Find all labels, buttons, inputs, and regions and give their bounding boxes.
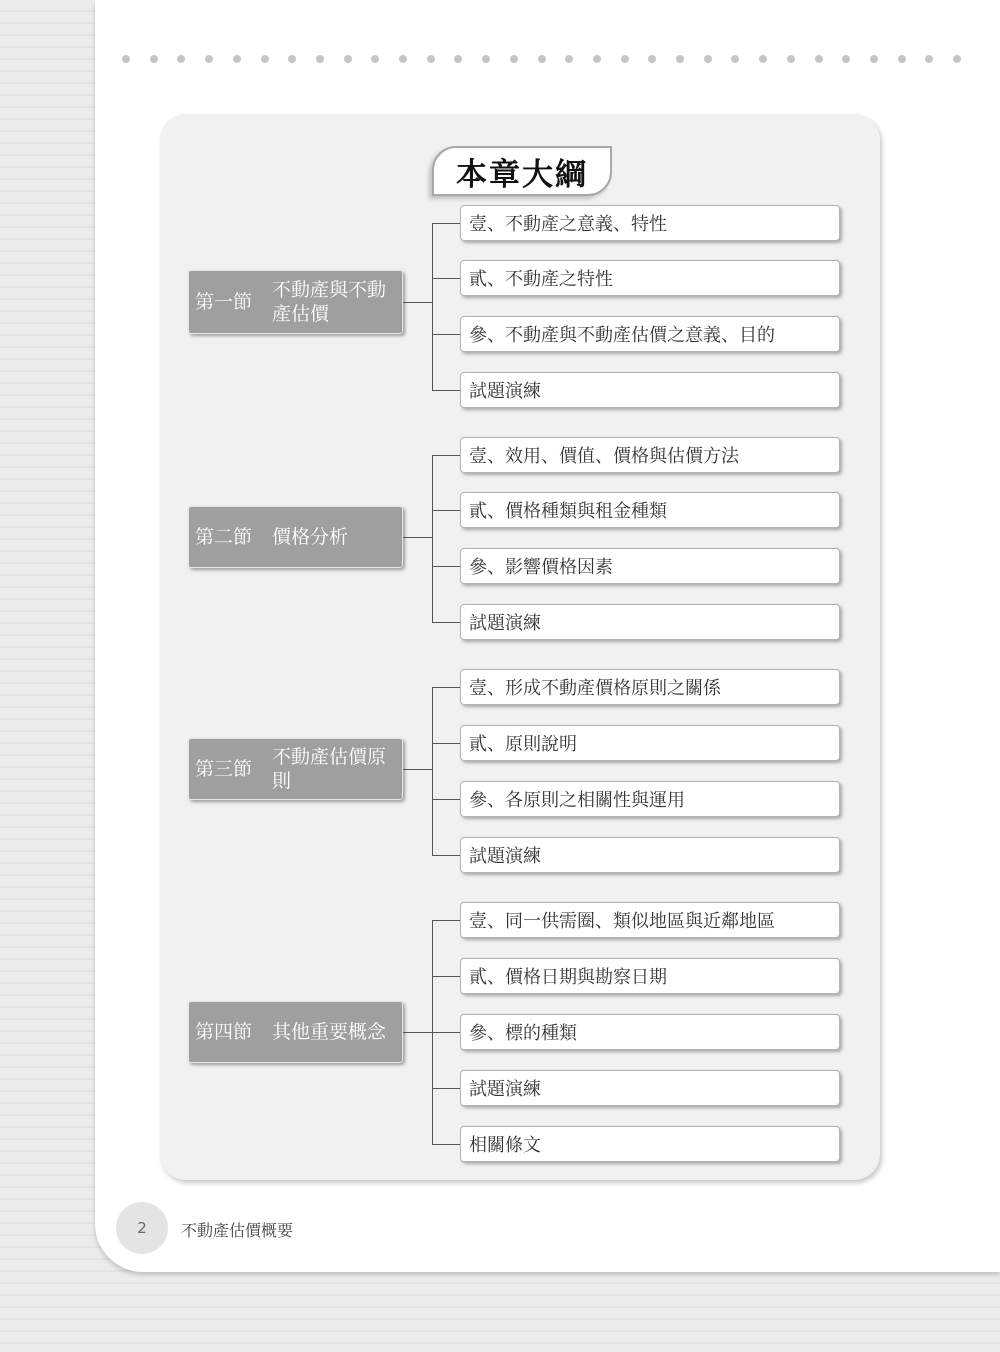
divider-dot	[261, 55, 269, 63]
connector-line	[432, 390, 460, 391]
divider-dot	[842, 55, 850, 63]
connector-line	[432, 687, 460, 688]
section-title: 其他重要概念	[272, 1021, 387, 1043]
book-title: 不動產估價概要	[181, 1221, 294, 1240]
connector-line	[432, 687, 433, 856]
divider-dot	[953, 55, 961, 63]
divider-dot	[648, 55, 656, 63]
outline-item: 試題演練	[460, 837, 840, 873]
divider-dot	[205, 55, 213, 63]
connector-line	[432, 278, 460, 279]
outline-item: 壹、效用、價值、價格與估價方法	[460, 437, 840, 473]
divider-dot	[177, 55, 185, 63]
connector-line	[432, 510, 460, 511]
divider-dot	[870, 55, 878, 63]
connector-line	[432, 334, 460, 335]
divider-dot	[482, 55, 490, 63]
divider-dot	[399, 55, 407, 63]
connector-line	[432, 799, 460, 800]
outline-item: 壹、同一供需圈、類似地區與近鄰地區	[460, 902, 840, 938]
connector-line	[432, 743, 460, 744]
outline-item: 貳、不動產之特性	[460, 260, 840, 296]
divider-dot	[759, 55, 767, 63]
divider-dot	[288, 55, 296, 63]
outline-item: 參、各原則之相關性與運用	[460, 781, 840, 817]
connector-line	[432, 1088, 460, 1089]
connector-line	[403, 1032, 432, 1033]
connector-line	[403, 302, 432, 303]
section-title: 不動產估價原則	[272, 746, 387, 792]
outline-item: 貳、原則說明	[460, 725, 840, 761]
divider-dot	[454, 55, 462, 63]
connector-line	[432, 622, 460, 623]
divider-dot	[510, 55, 518, 63]
divider-dot	[676, 55, 684, 63]
section-heading	[188, 270, 403, 334]
connector-line	[432, 1144, 460, 1145]
section-number: 第一節	[195, 291, 253, 313]
outline-item: 參、影響價格因素	[460, 548, 840, 584]
outline-item: 貳、價格日期與勘察日期	[460, 958, 840, 994]
connector-line	[432, 1032, 460, 1033]
divider-dot	[371, 55, 379, 63]
outline-item: 參、標的種類	[460, 1014, 840, 1050]
outline-item: 貳、價格種類與租金種類	[460, 492, 840, 528]
divider-dot	[704, 55, 712, 63]
divider-dot	[815, 55, 823, 63]
connector-line	[403, 537, 432, 538]
outline-item: 壹、形成不動產價格原則之關係	[460, 669, 840, 705]
section-title: 不動產與不動產估價	[272, 279, 387, 325]
outline-item: 試題演練	[460, 1070, 840, 1106]
divider-dot	[538, 55, 546, 63]
connector-line	[432, 223, 433, 391]
outline-item: 相關條文	[460, 1126, 840, 1162]
divider-dot	[427, 55, 435, 63]
divider-dot	[565, 55, 573, 63]
outline-item: 試題演練	[460, 372, 840, 408]
divider-dot	[593, 55, 601, 63]
section-number: 第三節	[195, 758, 253, 780]
connector-line	[432, 223, 460, 224]
divider-dot	[316, 55, 324, 63]
section-heading	[188, 738, 403, 800]
page-number: 2	[116, 1202, 168, 1254]
section-number: 第二節	[195, 526, 253, 548]
connector-line	[432, 566, 460, 567]
connector-line	[432, 455, 460, 456]
divider-dot	[898, 55, 906, 63]
divider-dot	[787, 55, 795, 63]
section-heading	[188, 506, 403, 568]
divider-dot	[233, 55, 241, 63]
connector-line	[432, 855, 460, 856]
divider-dot	[150, 55, 158, 63]
divider-dot	[731, 55, 739, 63]
section-heading	[188, 1001, 403, 1063]
outline-item: 參、不動產與不動產估價之意義、目的	[460, 316, 840, 352]
divider-dot	[621, 55, 629, 63]
divider-dot	[344, 55, 352, 63]
divider-dot	[122, 55, 130, 63]
section-number: 第四節	[195, 1021, 253, 1043]
dot-divider	[122, 55, 972, 65]
divider-dot	[925, 55, 933, 63]
outline-item: 壹、不動產之意義、特性	[460, 205, 840, 241]
connector-line	[432, 455, 433, 623]
chapter-title: 本章大綱	[432, 146, 612, 196]
connector-line	[432, 920, 460, 921]
connector-line	[432, 976, 460, 977]
outline-item: 試題演練	[460, 604, 840, 640]
connector-line	[403, 769, 432, 770]
section-title: 價格分析	[272, 526, 349, 548]
